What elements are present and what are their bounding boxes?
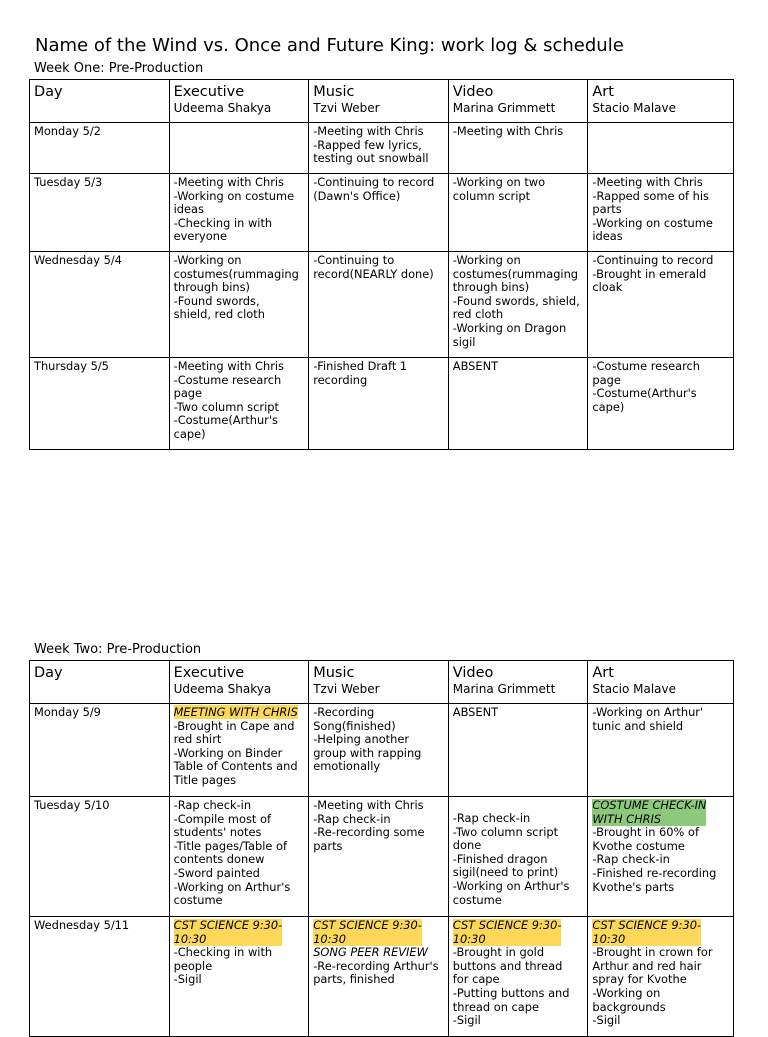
cell-line: Song(finished) [313, 718, 396, 733]
video-cell [448, 704, 588, 797]
cell-line: -Finished Draft 1 [313, 359, 408, 373]
cell-line: cloak [592, 280, 623, 295]
week-one-label: Week One: Pre-Production [34, 61, 204, 76]
cell-line: -Brought in 60% of [592, 825, 699, 840]
cell-line: page [592, 372, 621, 387]
header-person: Udeema Shakya [173, 101, 272, 115]
week-two-label: Week Two: Pre-Production [34, 642, 202, 657]
cell-line: contents donew [173, 852, 265, 867]
cell-line: cape) [173, 426, 206, 441]
cell-line: -Brought in gold [452, 945, 545, 960]
cell-line: -Meeting with Chris [452, 124, 564, 138]
header-music [309, 80, 449, 123]
cell-line: tunic and shield [592, 718, 684, 733]
cell-line: -Working on Arthur's [452, 878, 570, 893]
header-role: Video [452, 84, 494, 100]
cell-line: CST SCIENCE 9:30- [313, 918, 422, 932]
header-role: Executive [173, 665, 245, 681]
cell-line: WITH CHRIS [592, 811, 662, 826]
cell-line: recording [313, 372, 368, 387]
cell-line: -Continuing to record [313, 175, 435, 189]
cell-line: -Brought in emerald [592, 266, 707, 281]
cell-line: red shirt [173, 732, 222, 747]
cell-line: -Costume(Arthur's [173, 413, 278, 428]
cell-line: parts [313, 838, 343, 853]
cell-line: -Costume(Arthur's [592, 386, 697, 401]
cell-line: spray for Kvothe [592, 972, 687, 987]
cell-line: -Finished re-recording [592, 865, 717, 880]
cst-science-highlight [453, 919, 562, 946]
cell-line: -Title pages/Table of [173, 838, 287, 853]
header-person: Tzvi Weber [313, 682, 380, 696]
art-cell [588, 252, 734, 358]
cell-line: -Two column script [173, 399, 279, 414]
cell-line: -Brought in crown for [592, 945, 713, 960]
cell-line: -Rap check-in [173, 798, 252, 812]
cell-line: -Found swords, shield, [452, 293, 580, 308]
cell-line: emotionally [313, 759, 381, 774]
cell-line: -Rapped few lyrics, [313, 137, 422, 152]
cell-line: parts, finished [313, 972, 395, 987]
cell-line: -Sigil [452, 1013, 481, 1028]
cell-line: students' notes [173, 825, 262, 840]
header-role: Music [313, 665, 355, 681]
header-day: Day [30, 80, 170, 123]
day-cell: Thursday 5/5 [30, 358, 170, 450]
cell-line: group with rapping [313, 745, 422, 760]
music-cell [309, 917, 449, 1037]
song-peer-review: SONG PEER REVIEW [313, 945, 428, 960]
cell-line: column script [452, 188, 531, 203]
cell-line: costume [173, 893, 223, 908]
header-role: Art [592, 84, 614, 100]
table-header-row [30, 80, 734, 123]
cell-line: Table of Contents and [173, 759, 298, 774]
week-two-table [29, 660, 734, 1037]
header-person: Marina Grimmett [452, 682, 556, 696]
cell-line: 10:30 [592, 931, 626, 946]
music-cell [309, 358, 449, 450]
week-one-table [29, 79, 734, 450]
table-header-row [30, 661, 734, 704]
cell-line: -Working on [592, 985, 661, 1000]
header-music [309, 661, 449, 704]
art-cell [588, 704, 734, 797]
table-row [30, 358, 734, 450]
cell-line: -Recording [313, 705, 375, 719]
header-role: Music [313, 84, 355, 100]
header-role: Executive [173, 84, 245, 100]
cell-line: -Continuing to [313, 253, 395, 267]
cell-line: -Meeting with Chris [313, 124, 424, 138]
executive-cell [169, 252, 309, 358]
cell-line: -Working on Arthur' [592, 705, 704, 719]
cell-line: through bins) [173, 280, 250, 295]
document-title: Name of the Wind vs. Once and Future King: work log & schedule [35, 35, 624, 56]
cell-line: ideas [173, 202, 204, 217]
day-cell: Wednesday 5/11 [30, 917, 170, 1037]
table-row [30, 252, 734, 358]
cell-line: -Rap check-in [592, 852, 670, 867]
header-day: Day [30, 661, 170, 704]
cell-line: -Working on [452, 253, 521, 267]
cell-line: Kvothe costume [592, 838, 685, 853]
cell-line: -Checking in with [173, 215, 273, 230]
music-cell [309, 704, 449, 797]
cell-line: 10:30 [173, 931, 207, 946]
cell-line: -Costume research [173, 372, 282, 387]
cell-line: done [452, 838, 482, 853]
cell-line: Arthur and red hair [592, 958, 702, 973]
cell-line: -Working on Binder [173, 745, 283, 760]
header-person: Stacio Malave [592, 682, 677, 696]
day-cell: Monday 5/2 [30, 123, 170, 174]
art-cell [588, 174, 734, 252]
day-cell: Tuesday 5/3 [30, 174, 170, 252]
cell-line: -Working on Arthur's [173, 879, 291, 894]
cell-line: through bins) [452, 280, 530, 295]
table-row [30, 123, 734, 174]
cell-line: -Two column script [452, 824, 559, 839]
executive-cell [169, 704, 309, 797]
header-person: Stacio Malave [592, 101, 677, 115]
art-cell [588, 123, 734, 174]
header-art [588, 80, 734, 123]
cell-line: ABSENT [452, 705, 499, 719]
video-cell [448, 917, 588, 1037]
music-cell [309, 174, 449, 252]
header-person: Marina Grimmett [452, 101, 556, 115]
cell-line: -Re-recording some [313, 825, 425, 840]
header-person: Tzvi Weber [313, 101, 380, 115]
cell-line: -Working on Dragon [452, 320, 567, 335]
cell-line: -Brought in Cape and [173, 718, 295, 733]
cell-line: -Meeting with Chris [173, 175, 284, 189]
executive-cell [169, 123, 309, 174]
table-row [30, 704, 734, 797]
executive-cell [169, 797, 309, 917]
video-cell [448, 252, 588, 358]
cell-line: ABSENT [452, 359, 499, 373]
video-cell [448, 123, 588, 174]
cell-line: Kvothe's parts [592, 879, 675, 894]
cell-line: thread on cape [452, 999, 540, 1014]
cell-line: -Rap check-in [313, 811, 391, 826]
costume-checkin-highlight [592, 799, 706, 826]
header-role: Video [452, 665, 494, 681]
day-cell: Monday 5/9 [30, 704, 170, 797]
cell-line: -Sword painted [173, 865, 260, 880]
cell-line: buttons and thread [452, 958, 563, 973]
cst-science-highlight [174, 919, 283, 946]
cell-line: CST SCIENCE 9:30- [173, 918, 283, 932]
cell-line: -Rap check-in [452, 811, 531, 825]
day-cell: Wednesday 5/4 [30, 252, 170, 358]
cell-line: parts [592, 202, 622, 217]
video-cell [448, 358, 588, 450]
cell-line: CST SCIENCE 9:30- [592, 918, 702, 932]
table-row [30, 917, 734, 1037]
art-cell [588, 917, 734, 1037]
music-cell [309, 797, 449, 917]
day-cell: Tuesday 5/10 [30, 797, 170, 917]
cell-line: testing out snowball [313, 151, 429, 166]
cell-line: -Meeting with Chris [173, 359, 284, 373]
header-executive [169, 80, 309, 123]
cell-line: CST SCIENCE 9:30- [452, 918, 562, 932]
executive-cell [169, 358, 309, 450]
cell-line: 10:30 [313, 931, 347, 946]
cell-line: cape) [592, 399, 625, 414]
cell-line: -Found swords, [173, 293, 260, 308]
cell-line: COSTUME CHECK-IN [592, 798, 707, 812]
header-role: Art [592, 665, 614, 681]
cell-line: -Compile most of [173, 811, 271, 826]
executive-cell [169, 174, 309, 252]
video-cell [448, 797, 588, 917]
music-cell [309, 123, 449, 174]
cell-line: costumes(rummaging [452, 266, 579, 281]
cell-line: -Checking in with [173, 945, 273, 960]
cell-line: record(NEARLY done) [313, 266, 434, 281]
art-cell [588, 797, 734, 917]
video-cell [448, 174, 588, 252]
cell-line: -Meeting with Chris [313, 798, 424, 812]
executive-cell [169, 917, 309, 1037]
cell-line: -Sigil [592, 1013, 621, 1028]
cell-line: -Working on [173, 253, 242, 267]
cell-line: Title pages [173, 772, 237, 787]
cell-line: page [173, 386, 203, 401]
meeting-highlight: MEETING WITH CHRIS [173, 705, 298, 719]
cell-line: everyone [173, 229, 227, 244]
cst-science-highlight [313, 919, 422, 946]
cell-line: -Rapped some of his [592, 188, 709, 203]
cell-line: 10:30 [452, 931, 486, 946]
cell-line: sigil [452, 334, 476, 349]
cell-line: -Working on costume [592, 215, 713, 230]
cst-science-highlight [592, 919, 701, 946]
cell-line: (Dawn's Office) [313, 188, 401, 203]
header-video [448, 80, 588, 123]
cell-line: -Finished dragon [452, 851, 548, 866]
cell-line: -Re-recording Arthur's [313, 958, 439, 973]
table-row [30, 797, 734, 917]
cell-line: -Putting buttons and [452, 985, 570, 1000]
cell-line: people [173, 958, 213, 973]
art-cell [588, 358, 734, 450]
cell-line: backgrounds [592, 999, 666, 1014]
cell-line: -Costume research [592, 359, 701, 373]
header-art [588, 661, 734, 704]
header-person: Udeema Shakya [173, 682, 272, 696]
cell-line: for cape [452, 972, 500, 987]
cell-line: -Working on costume [173, 188, 295, 203]
cell-line: -Sigil [173, 972, 202, 987]
cell-line: -Working on two [452, 175, 546, 189]
cell-line: red cloth [452, 307, 504, 322]
cell-line: sigil(need to print) [452, 865, 559, 880]
cell-line: ideas [592, 229, 623, 244]
header-video [448, 661, 588, 704]
header-executive [169, 661, 309, 704]
cell-line: -Continuing to record [592, 253, 714, 267]
table-row [30, 174, 734, 252]
music-cell [309, 252, 449, 358]
cell-line: costume [452, 892, 502, 907]
cell-line: -Meeting with Chris [592, 175, 703, 189]
cell-line: -Helping another [313, 732, 410, 747]
cell-line: shield, red cloth [173, 307, 265, 322]
cell-line: costumes(rummaging [173, 266, 299, 281]
